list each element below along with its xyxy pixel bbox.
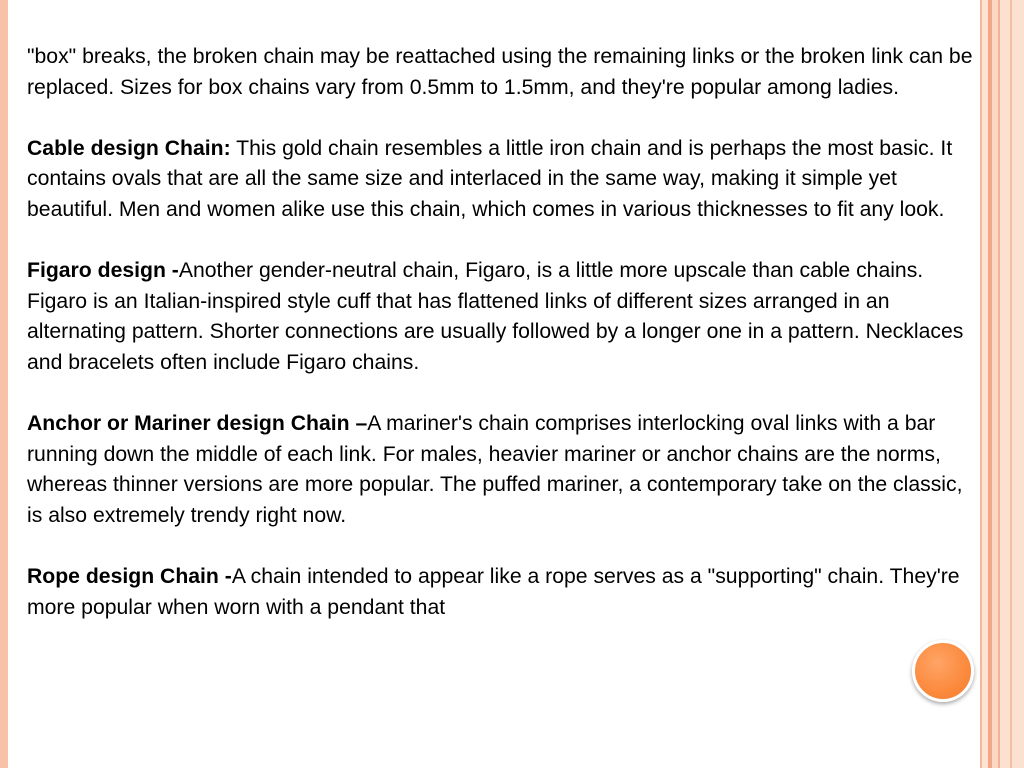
orange-circle-icon — [912, 640, 974, 702]
right-decor-stripe — [1010, 0, 1012, 768]
rope-chain-body: A chain intended to appear like a rope serves as a "supporting" chain. They're more popular when worn with a pendant that — [27, 565, 960, 619]
anchor-chain-paragraph — [27, 409, 977, 531]
figaro-chain-heading: Figaro design - — [27, 259, 179, 283]
anchor-chain-body: A mariner's chain comprises interlocking oval links with a bar running down the middle of each link. For males, heavier mariner or anchor chains are the norms, whereas thinner versions are more popular. The puffed mariner, a contemporary take on the classic, is also extremely trendy right now. — [27, 412, 963, 527]
right-decor-stripe — [1000, 0, 1024, 768]
figaro-chain-body: Another gender-neutral chain, Figaro, is a little more upscale than cable chains. Figaro is an Italian-inspired style cuff that has flattened links of different sizes arranged in an alternating pattern. Shorter connections are usually followed by a longer one in a pattern. Necklaces and bracelets often include Figaro chains. — [27, 259, 964, 374]
cable-chain-heading: Cable design Chain: — [27, 136, 231, 160]
rope-chain-heading: Rope design Chain - — [27, 565, 232, 589]
cable-chain-paragraph — [27, 134, 977, 226]
anchor-chain-heading: Anchor or Mariner design Chain – — [27, 412, 368, 436]
intro-paragraph: "box" breaks, the broken chain may be reattached using the remaining links or the broken link can be replaced. Sizes for box chains vary from 0.5mm to 1.5mm, and they're popular among ladies. — [27, 45, 973, 99]
rope-chain-paragraph — [27, 562, 977, 623]
slide-body-text — [27, 42, 977, 654]
cable-chain-body: This gold chain resembles a little iron chain and is perhaps the most basic. It contains ovals that are all the same size and interlaced in the same way, making it simple yet beautiful. Men and women alike use this chain, which comes in various thicknesses to fit any look. — [27, 136, 953, 221]
left-border-bar — [0, 0, 8, 768]
figaro-chain-paragraph — [27, 256, 977, 378]
